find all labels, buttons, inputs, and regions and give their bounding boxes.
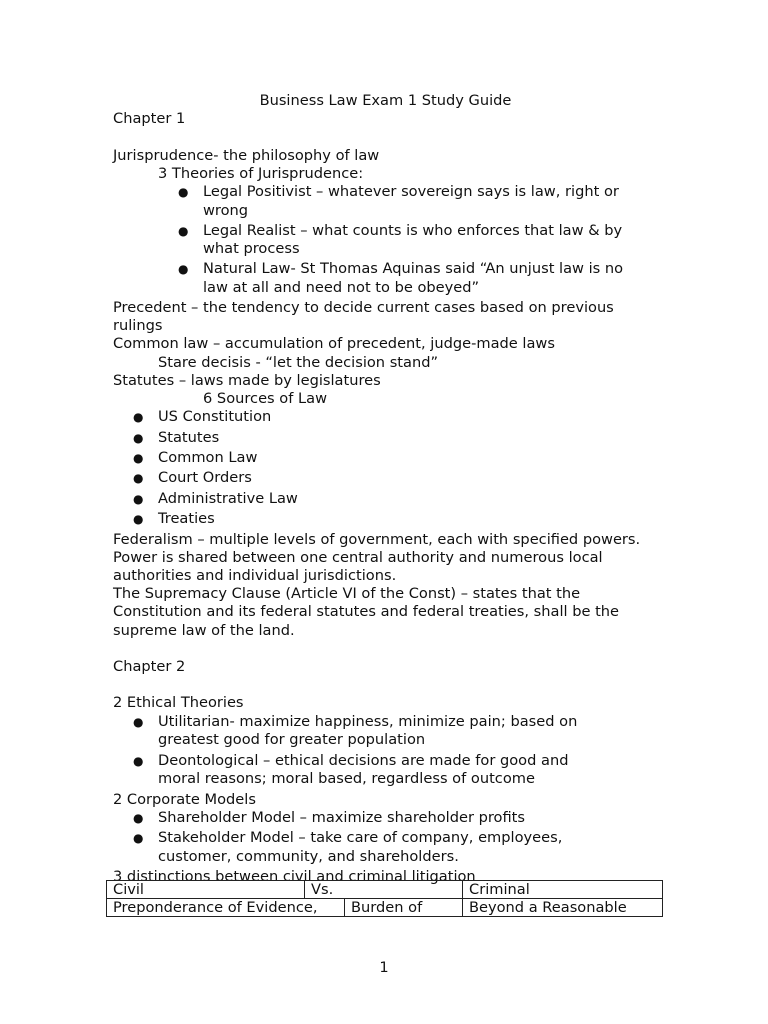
list-item: ● Shareholder Model – maximize shareholder profits [133,808,525,826]
stare-decisis-definition: Stare decisis - “let the decision stand” [158,353,439,371]
table-cell: Preponderance of Evidence, [107,899,345,917]
list-item: ● Administrative Law [133,489,298,507]
chapter-2-heading: Chapter 2 [113,658,186,676]
bullet-icon: ● [133,810,144,825]
list-item: ● Utilitarian- maximize happiness, minimize pain; based on greatest good for greater population [133,712,578,749]
jurisprudence-definition: Jurisprudence- the philosophy of law [113,146,380,164]
bullet-icon: ● [133,831,144,846]
bullet-icon: ● [133,451,144,466]
bullet-icon: ● [178,262,189,277]
distinctions-heading: 3 distinctions between civil and criminal litigation [113,868,476,886]
list-item: ● Court Orders [133,469,252,487]
table-cell: Criminal [463,881,663,899]
statutes-definition: Statutes – laws made by legislatures [113,371,381,389]
precedent-definition: Precedent – the tendency to decide current cases based on previous rulings [113,299,614,335]
ethical-theories-list [113,713,658,789]
ethical-theories-heading: 2 Ethical Theories [113,694,244,712]
page-number: 1 [379,959,389,976]
list-item: ● Natural Law- St Thomas Aquinas said “An unjust law is no law at all and need not to be obeyed” [178,260,624,296]
list-item: ● Legal Positivist – whatever sovereign says is law, right or wrong [178,183,619,219]
corporate-models-heading: 2 Corporate Models [113,790,256,808]
table-cell: Vs. [305,881,463,899]
list-item: ● Treaties [133,510,215,528]
civil-criminal-table [106,880,663,917]
bullet-icon: ● [133,471,144,486]
theories-heading: 3 Theories of Jurisprudence: [158,164,364,182]
corporate-models-list [113,809,658,867]
table-cell: Burden of [345,899,463,917]
bullet-icon: ● [178,185,189,199]
bullet-icon: ● [133,753,144,768]
bullet-icon: ● [133,714,144,729]
table-row [107,899,663,917]
sources-list [113,408,658,529]
supremacy-clause-definition: The Supremacy Clause (Article VI of the Const) – states that the Constitution and its federal statutes and federal treaties, shall be the supreme law of the land. [113,585,620,639]
common-law-definition: Common law – accumulation of precedent, judge-made laws [113,335,555,353]
bullet-icon: ● [133,430,144,445]
list-item: ● Statutes [133,428,220,446]
document-page [113,92,658,886]
list-item: ● Legal Realist – what counts is who enforces that law & by what process [178,221,623,258]
bullet-icon: ● [133,491,144,506]
theories-list [113,183,658,298]
list-item: ● US Constitution [133,408,272,426]
chapter-1-heading: Chapter 1 [113,110,186,128]
table-header-row [107,881,663,899]
sources-heading: 6 Sources of Law [203,390,328,408]
list-item: ● Stakeholder Model – take care of company, employees, customer, community, and shareholders. [133,829,563,865]
document-title: Business Law Exam 1 Study Guide [259,92,512,109]
table-cell: Civil [107,881,305,899]
list-item: ● Deontological – ethical decisions are made for good and moral reasons; moral based, regardless of outcome [133,751,569,788]
federalism-definition: Federalism – multiple levels of government, each with specified powers. Power is shared between one central authority and numerous local authorities and individual jurisdictions. [113,530,641,585]
bullet-icon: ● [178,223,189,238]
bullet-icon: ● [133,512,144,527]
table-cell: Beyond a Reasonable [463,899,663,917]
list-item: ● Common Law [133,449,258,467]
bullet-icon: ● [133,410,144,425]
